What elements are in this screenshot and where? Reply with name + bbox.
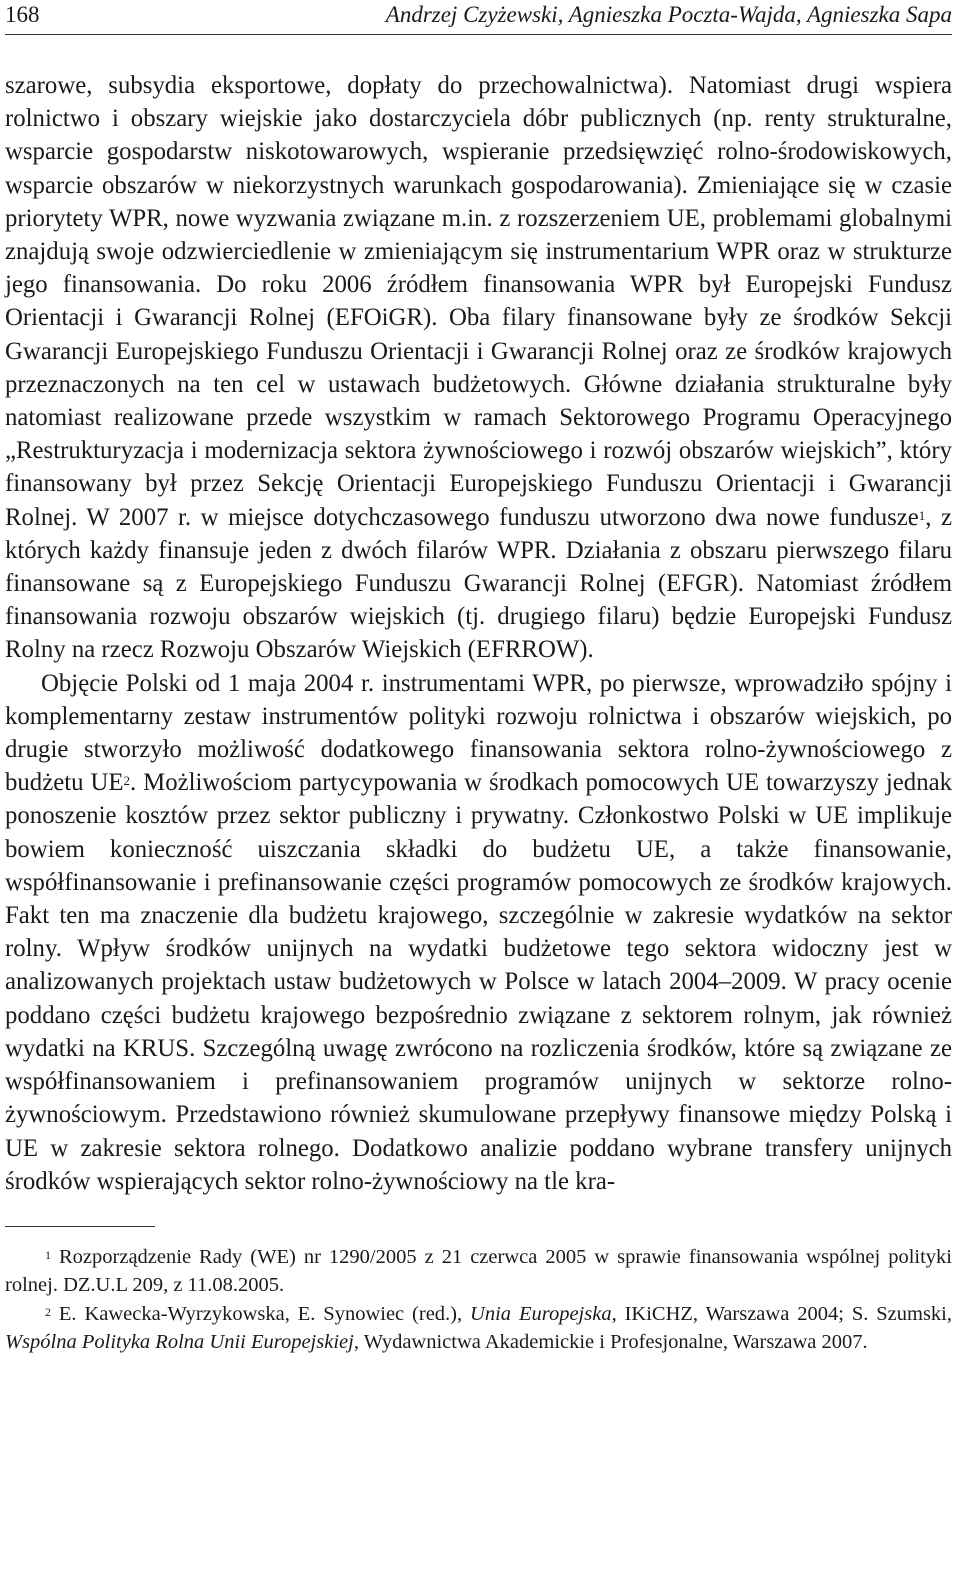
paragraph-1 — [5, 69, 952, 667]
paragraph-2 — [5, 667, 952, 1198]
footnote-1-text: Rozporządzenie Rady (WE) nr 1290/2005 z 21 czerwca 2005 w sprawie finansowania wspólnej polityki rolnej. DZ.U.L 209, z 11.08.2005. — [5, 1245, 952, 1297]
page-number: 168 — [5, 2, 40, 27]
footnotes — [5, 1243, 952, 1357]
footnote-ref-1: 1 — [918, 507, 926, 523]
footnote-ref-2: 2 — [123, 773, 130, 789]
paragraph-1-text-a: szarowe, subsydia eksportowe, dopłaty do przechowalnictwa). Natomiast drugi wspiera rolnictwo i obszary wiejskie jako dostarczyciela dóbr publicznych (np. renty strukturalne, wsparcie gospodarstw niskotowarowych, wspieranie przedsięwzięć rolno-środowiskowych, wsparcie obszarów w niekorzystnych warunkach gospodarowania). Zmieniające się w czasie priorytety WPR, nowe wyzwania związane m.in. z rozszerzeniem UE, problemami globalnymi znajdują swoje odzwierciedlenie w zmieniającym się instrumentarium WPR oraz w strukturze jego finansowania. Do roku 2006 źródłem finansowania WPR był Europejski Fundusz Orientacji i Gwarancji Rolnej (EFOiGR). Oba filary finansowane były ze środków Sekcji Gwarancji Europejskiego Funduszu Orientacji i Gwarancji Rolnej oraz ze środków krajowych przeznaczonych na ten cel w ustawach budżetowych. Główne działania strukturalne były natomiast realizowane przede wszystkim w ramach Sektorowego Programu Operacyjnego „Restrukturyzacja i modernizacja sektora żywnościowego i rozwój obszarów wiejskich”, który finansowany był przez Sekcję Orientacji Europejskiego Funduszu Orientacji i Gwarancji Rolnej. W 2007 r. w miejsce dotychczasowego funduszu utworzono dwa nowe fundusze — [5, 72, 952, 531]
paragraph-2-text-a: Objęcie Polski od 1 maja 2004 r. instrumentami WPR, po pierwsze, wprowadziło spójny i komplementarny zestaw instrumentów polityki rozwoju rolnictwa i obszarów wiejskich, po drugie stworzyło możliwość dodatkowego finansowania sektora rolno-żywnościowego z budżetu UE — [5, 669, 952, 797]
footnote-2-title-1: Unia Europejska — [470, 1302, 612, 1325]
running-head-authors: Andrzej Czyżewski, Agnieszka Poczta-Wajda, Agnieszka Sapa — [385, 2, 952, 27]
paragraph-1-text-b: , z których każdy finansuje jeden z dwóch filarów WPR. Działania z obszaru pierwszego filaru finansowane są z Europejskiego Funduszu Gwarancji Rolnej (EFGR). Natomiast źródłem finansowania rozwoju obszarów wiejskich (tj. drugiego filaru) będzie Europejski Fundusz Rolny na rzecz Rozwoju Obszarów Wiejskich (EFRROW). — [5, 503, 953, 664]
footnote-2-text-c: , Wydawnictwa Akademickie i Profesjonalne, Warszawa 2007. — [353, 1331, 868, 1354]
running-header — [5, 0, 952, 35]
footnote-separator — [5, 1226, 155, 1227]
footnote-1-mark: 1 — [45, 1247, 51, 1262]
footnote-2-text-a: E. Kawecka-Wyrzykowska, E. Synowiec (red.), — [58, 1302, 471, 1325]
footnote-2-text-b: , IKiCHZ, Warszawa 2004; S. Szumski, — [611, 1302, 952, 1325]
footnote-2 — [5, 1300, 952, 1357]
footnote-2-title-2: Wspólna Polityka Rolna Unii Europejskiej — [5, 1331, 354, 1354]
body-text — [5, 69, 952, 1198]
document-page — [5, 0, 952, 1357]
footnote-1 — [5, 1243, 952, 1300]
footnote-2-mark: 2 — [45, 1304, 51, 1319]
paragraph-2-text-b: . Możliwościom partycypowania w środkach pomocowych UE towarzyszy jednak ponoszenie kosztów przez sektor publiczny i prywatny. Członkostwo Polski w UE implikuje bowiem konieczność uiszczania składki do budżetu UE, a także finansowanie, współfinansowanie i prefinansowanie części programów pomocowych ze środków krajowych. Fakt ten ma znaczenie dla budżetu krajowego, szczególnie w zakresie wydatków na sektor rolny. Wpływ środków unijnych na wydatki budżetowe tego sektora widoczny jest w analizowanych projektach ustaw budżetowych w Polsce w latach 2004–2009. W pracy ocenie poddano części budżetu krajowego bezpośrednio związane z sektorem rolnym, jak również wydatki na KRUS. Szczególną uwagę zwrócono na rozliczenia środków, które są związane ze współfinansowaniem i prefinansowaniem programów unijnych w sektorze rolno-żywnościowym. Przedstawiono również skumulowane przepływy finansowe między Polską i UE w zakresie sektora rolnego. Dodatkowo analizie poddano wybrane transfery unijnych środków wspierających sektor rolno-żywnościowy na tle kra- — [5, 769, 952, 1195]
